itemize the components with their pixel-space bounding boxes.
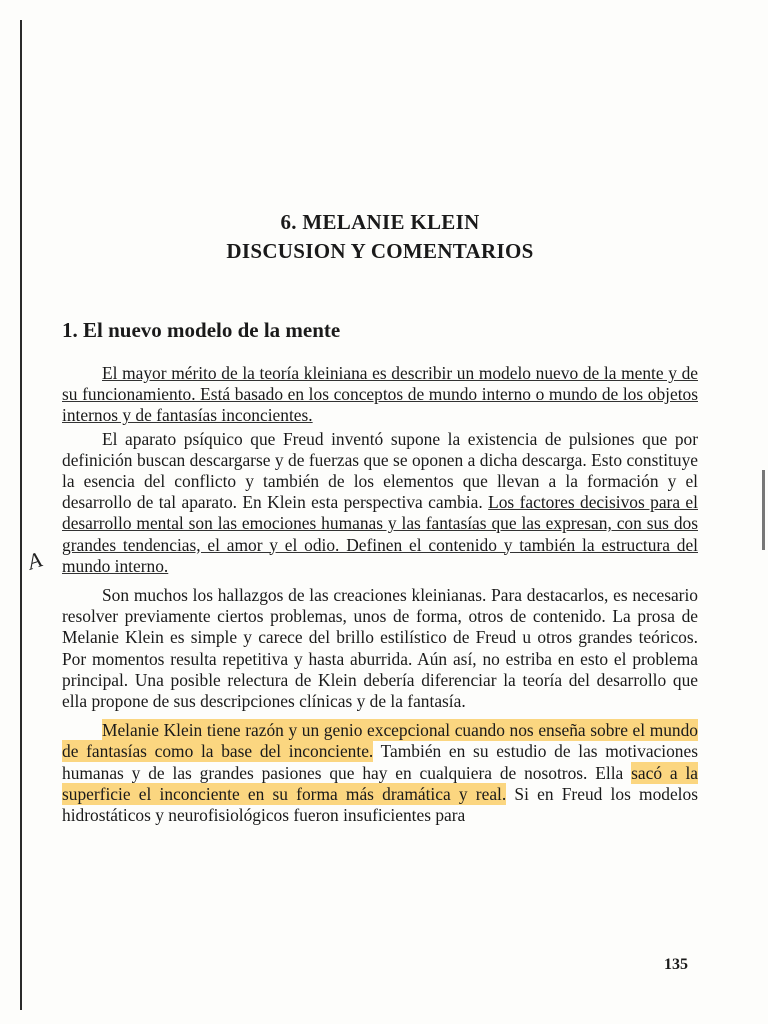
chapter-title: 6. MELANIE KLEIN (280, 210, 480, 234)
paragraph-1 (62, 363, 698, 427)
paragraph-4 (62, 720, 698, 826)
highlighted-text: sacó a la superficie el inconciente en su forma más dramática y real. (62, 762, 698, 804)
underlined-text: El mayor mérito de la teoría kleiniana es describir un modelo nuevo de la mente y de su funcionamiento. Está basado en los conceptos de mundo interno o mundo de los objetos internos y de fantasías inconcientes. (62, 363, 698, 426)
section-title: 1. El nuevo modelo de la mente (62, 318, 341, 342)
paragraph-2 (62, 429, 698, 577)
underlined-text: Los factores decisivos para el desarrollo mental son las emociones humanas y las fantasías que las expresan, con sus dos grandes tendencias, el amor y el odio. Definen el contenido y también la estructura del mundo interno. (62, 492, 698, 576)
paragraph-text: También en su estudio de las motivaciones humanas y de las grandes pasiones que hay en cualquiera de nosotros. Ella (62, 741, 698, 783)
paragraph-text: Si en Freud los modelos hidrostáticos y neurofisiológicos fueron insuficientes para (62, 783, 698, 826)
page-right-edge (762, 470, 765, 550)
body-text (62, 363, 698, 834)
highlighted-text: Melanie Klein tiene razón y un genio excepcional cuando nos enseña sobre el mundo de fantasías como la base del inconciente. (62, 720, 698, 762)
page-left-edge (20, 20, 22, 1010)
paragraph-text: El aparato psíquico que Freud inventó supone la existencia de pulsiones que por definición buscan descargarse y de fuerzas que se oponen a dicha descarga. Esto constituye la esencia del conflicto y también de los elementos que llevan a la formación y el desarrollo de tal aparato. (62, 428, 698, 513)
chapter-subtitle: DISCUSION Y COMENTARIOS (226, 239, 534, 263)
handwritten-margin-note: A (24, 546, 45, 575)
chapter-heading (150, 208, 610, 266)
bracketed-text: En Klein esta perspectiva cambia. (242, 492, 489, 513)
page-number: 135 (664, 956, 688, 973)
paragraph-3: Son muchos los hallazgos de las creaciones kleinianas. Para destacarlos, es necesario resolver previamente ciertos problemas, unos de forma, otros de contenido. La prosa de Melanie Klein es simple y carece del brillo estilístico de Freud u otros grandes teóricos. Por momentos resulta repetitiva y hasta aburrida. Aún así, no estriba en esto el problema principal. Una posible relectura de Klein debería diferenciar la teoría del desarrollo que ella propone de sus descripciones clínicas y de la fantasía. (62, 585, 698, 712)
